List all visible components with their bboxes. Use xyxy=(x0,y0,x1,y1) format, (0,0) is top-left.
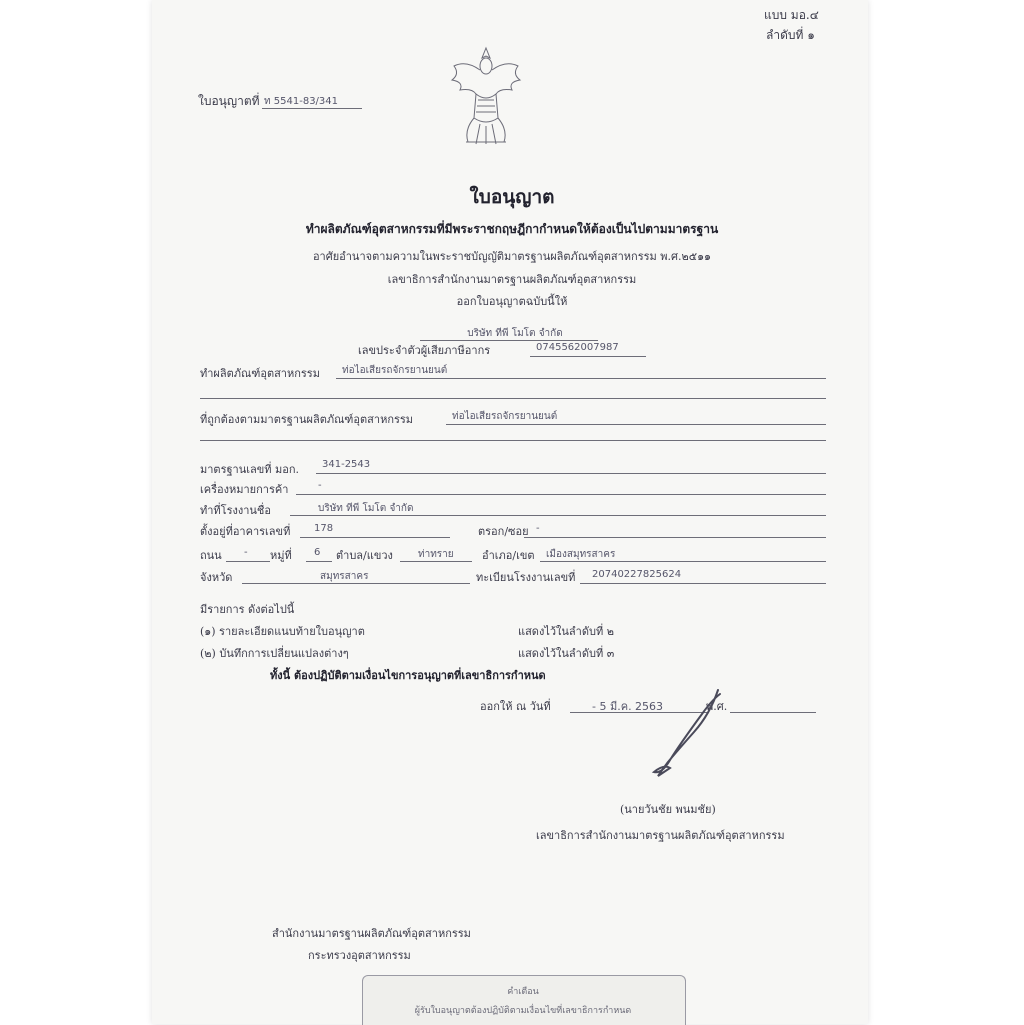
alley-label: ตรอก/ซอย xyxy=(478,525,529,538)
items-heading: มีรายการ ดังต่อไปนี้ xyxy=(200,603,295,616)
trademark-label: เครื่องหมายการค้า xyxy=(200,483,289,496)
item-2-ref: แสดงไว้ในลำดับที่ ๓ xyxy=(518,647,615,660)
garuda-emblem-icon xyxy=(446,44,526,148)
tax-id-label: เลขประจำตัวผู้เสียภาษีอากร xyxy=(358,344,491,357)
standard-no-line xyxy=(316,473,826,474)
moo-value: 6 xyxy=(314,547,321,558)
issue-date-label: ออกให้ ณ วันที่ xyxy=(480,700,551,713)
standard-product-label: ที่ถูกต้องตามมาตรฐานผลิตภัณฑ์อุตสาหกรรม xyxy=(200,413,414,426)
issue-era-line xyxy=(730,712,816,713)
item-1-text: (๑) รายละเอียดแนบท้ายใบอนุญาต xyxy=(200,625,365,638)
issue-era: พ.ศ. xyxy=(706,700,728,713)
factory-reg-label: ทะเบียนโรงงานเลขที่ xyxy=(476,571,576,584)
office-name: สำนักงานมาตรฐานผลิตภัณฑ์อุตสาหกรรม xyxy=(272,927,471,940)
district-value: เมืองสมุทรสาคร xyxy=(546,549,616,560)
alley-value: - xyxy=(536,523,540,534)
signer-name: (นายวันชัย พนมชัย) xyxy=(620,803,716,816)
trademark-line xyxy=(296,494,826,495)
product-value: ท่อไอเสียรถจักรยานยนต์ xyxy=(342,365,448,376)
alley-line xyxy=(524,537,826,538)
item-1-ref: แสดงไว้ในลำดับที่ ๒ xyxy=(518,625,614,638)
factory-line xyxy=(290,515,826,516)
factory-reg-value: 20740227825624 xyxy=(592,569,682,580)
district-label: อำเภอ/เขต xyxy=(482,549,535,562)
license-no-value: ท 5541-83/341 xyxy=(264,96,339,107)
signer-title: เลขาธิการสำนักงานมาตรฐานผลิตภัณฑ์อุตสาหกรรม xyxy=(536,829,785,842)
tax-id-value: 0745562007987 xyxy=(536,342,619,353)
trademark-value: - xyxy=(318,480,322,491)
road-value: - xyxy=(244,547,248,558)
license-no-label: ใบอนุญาตที่ xyxy=(198,94,260,108)
license-no-line xyxy=(262,108,362,109)
form-code: แบบ มอ.๔ xyxy=(764,8,819,22)
issue-date-value: - 5 มี.ค. 2563 xyxy=(592,700,664,713)
moo-line xyxy=(306,561,332,562)
item-2-text: (๒) บันทึกการเปลี่ยนแปลงต่างๆ xyxy=(200,647,349,660)
subdistrict-label: ตำบล/แขวง xyxy=(336,549,393,562)
company-name: บริษัท ทีพี โมโต จำกัด xyxy=(467,328,563,339)
moo-label: หมู่ที่ xyxy=(270,549,292,562)
notice-title: คำเตือน xyxy=(507,987,539,997)
district-line xyxy=(540,561,826,562)
notice-text: ผู้รับใบอนุญาตต้องปฏิบัติตามเงื่อนไขที่เลขาธิการกำหนด xyxy=(414,1006,632,1016)
province-label: จังหวัด xyxy=(200,571,233,584)
document-subtitle: ทำผลิตภัณฑ์อุตสาหกรรมที่มีพระราชกฤษฎีกากำหนดให้ต้องเป็นไปตามมาตรฐาน xyxy=(305,222,719,236)
standard-product-line-2 xyxy=(200,440,826,441)
condition-text: ทั้งนี้ ต้องปฏิบัติตามเงื่อนไขการอนุญาตที่เลขาธิการกำหนด xyxy=(270,669,546,682)
building-value: 178 xyxy=(314,523,334,534)
building-label: ตั้งอยู่ที่อาคารเลขที่ xyxy=(200,525,291,538)
signature-icon xyxy=(640,684,740,784)
product-label: ทำผลิตภัณฑ์อุตสาหกรรม xyxy=(200,367,320,380)
product-line-2 xyxy=(200,398,826,399)
standard-product-value: ท่อไอเสียรถจักรยานยนต์ xyxy=(452,411,558,422)
intro-line-2: เลขาธิการสำนักงานมาตรฐานผลิตภัณฑ์อุตสาหกรรม xyxy=(387,273,637,286)
standard-no-value: 341-2543 xyxy=(322,459,371,470)
notice-box xyxy=(362,975,686,1025)
document-title: ใบอนุญาต xyxy=(469,186,555,208)
province-line xyxy=(242,583,470,584)
factory-value: บริษัท ทีพี โมโต จำกัด xyxy=(318,503,414,514)
intro-line-1: อาศัยอำนาจตามความในพระราชบัญญัติมาตรฐานผลิตภัณฑ์อุตสาหกรรม พ.ศ.๒๕๑๑ xyxy=(312,250,712,263)
factory-label: ทำที่โรงงานชื่อ xyxy=(200,504,272,517)
road-line xyxy=(226,561,270,562)
building-line xyxy=(300,537,450,538)
product-line xyxy=(336,378,826,379)
standard-no-label: มาตรฐานเลขที่ มอก. xyxy=(200,463,300,476)
subdistrict-value: ท่าทราย xyxy=(418,549,454,560)
road-label: ถนน xyxy=(200,549,222,562)
province-value: สมุทรสาคร xyxy=(320,571,369,582)
ministry-name: กระทรวงอุตสาหกรรม xyxy=(308,949,411,962)
form-order: ลำดับที่ ๑ xyxy=(766,28,815,42)
intro-line-3: ออกใบอนุญาตฉบับนี้ให้ xyxy=(456,295,568,308)
subdistrict-line xyxy=(400,561,472,562)
tax-id-line xyxy=(530,356,646,357)
factory-reg-line xyxy=(580,583,826,584)
standard-product-line xyxy=(446,424,826,425)
